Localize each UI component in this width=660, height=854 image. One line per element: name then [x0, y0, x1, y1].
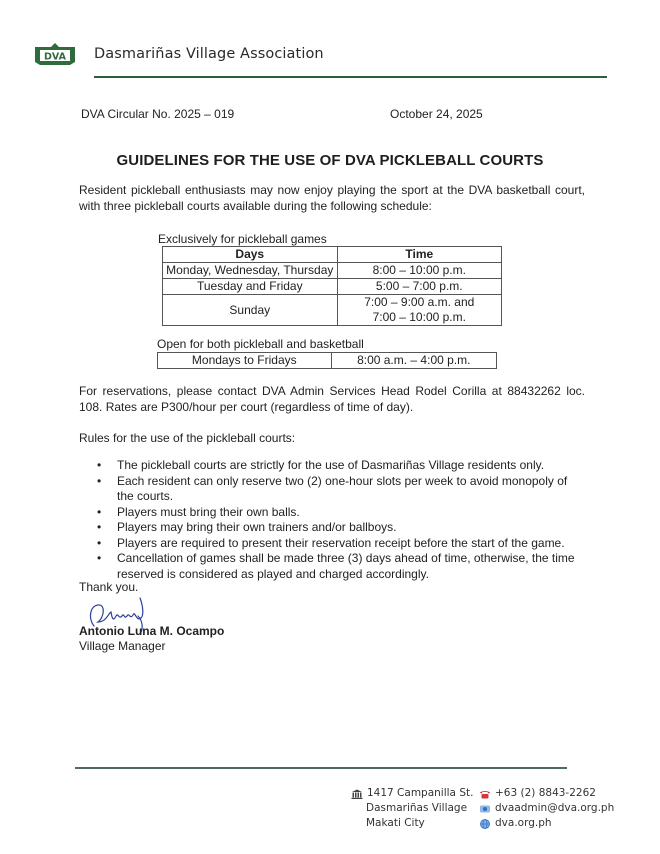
rules-intro: Rules for the use of the pickleball courts: [79, 431, 296, 445]
building-icon [351, 789, 363, 799]
row-time-line: 7:00 – 9:00 a.m. and [364, 295, 475, 309]
row-time-line: 7:00 – 10:00 p.m. [372, 310, 466, 324]
table-row [163, 279, 502, 295]
circular-number: DVA Circular No. 2025 – 019 [81, 107, 235, 121]
dva-logo [34, 42, 76, 66]
rule-text: Players are required to present their reservation receipt before the start of the game. [117, 535, 565, 550]
list-item [97, 520, 587, 536]
rule-text: Cancellation of games shall be made three (3) days ahead of time, otherwise, the time reserved is considered as played and charged accordingly. [117, 551, 575, 581]
email-icon [479, 804, 491, 814]
intro-paragraph: Resident pickleball enthusiasts may now enjoy playing the sport at the DVA basketball court, with three pickleball courts available during the following schedule: [79, 183, 585, 213]
signatory-position: Village Manager [79, 639, 166, 653]
shared-schedule-label: Open for both pickleball and basketball [157, 337, 364, 351]
rule-text: The pickleball courts are strictly for the use of Dasmariñas Village residents only. [117, 458, 545, 472]
reservations-paragraph: For reservations, please contact DVA Admin Services Head Rodel Corilla at 88432262 loc. 108. Rates are P300/hour per court (regardless of time of day). [79, 384, 585, 414]
shared-schedule-table [157, 352, 497, 369]
rule-text: Players may bring their own trainers and/or ballboys. [117, 520, 397, 534]
organization-name: Dasmariñas Village Association [94, 46, 324, 62]
row-time: 8:00 – 10:00 p.m. [337, 263, 501, 279]
list-item [97, 551, 587, 582]
header-rule [94, 76, 607, 78]
row-days: Tuesday and Friday [163, 279, 338, 295]
list-item [97, 505, 587, 521]
exclusive-schedule-label: Exclusively for pickleball games [158, 232, 327, 246]
header-days: Days [163, 247, 338, 263]
closing: Thank you. [79, 580, 139, 594]
logo-text: DVA [44, 51, 66, 63]
address-line: Dasmariñas Village [366, 802, 468, 814]
bullet-icon: • [97, 520, 102, 534]
row-time [337, 295, 501, 326]
table-row [163, 263, 502, 279]
address-line: 1417 Campanilla St. [367, 787, 474, 799]
rule-text: Each resident can only reserve two (2) one-hour slots per week to avoid monopoly of the courts. [117, 473, 568, 503]
telephone-icon [479, 789, 491, 799]
website-link[interactable]: dva.org.ph [495, 817, 552, 829]
table-header-row [163, 247, 502, 263]
phone-number: +63 (2) 8843-2262 [495, 787, 596, 799]
document-title: GUIDELINES FOR THE USE OF DVA PICKLEBALL COURTS [116, 152, 544, 169]
row-days: Mondays to Fridays [158, 353, 332, 369]
row-days: Monday, Wednesday, Thursday [163, 263, 338, 279]
row-days: Sunday [163, 295, 338, 326]
bullet-icon: • [97, 535, 102, 550]
rule-text: Players must bring their own balls. [117, 504, 300, 519]
footer-rule [75, 767, 567, 769]
bullet-icon: • [97, 473, 102, 488]
exclusive-schedule-table [162, 246, 502, 326]
row-time: 8:00 a.m. – 4:00 p.m. [331, 353, 496, 369]
table-row [158, 353, 497, 369]
signatory-name: Antonio Luna M. Ocampo [79, 624, 225, 638]
bullet-icon: • [97, 551, 102, 565]
bullet-icon: • [97, 458, 102, 472]
bullet-icon: • [97, 504, 102, 519]
header-time: Time [337, 247, 501, 263]
globe-icon [479, 819, 491, 829]
footer-address [351, 786, 473, 831]
circular-date: October 24, 2025 [390, 107, 483, 121]
row-time: 5:00 – 7:00 p.m. [337, 279, 501, 295]
email-link[interactable]: dvaadmin@dva.org.ph [495, 802, 615, 814]
rules-list [97, 458, 587, 582]
table-row [163, 295, 502, 326]
list-item [97, 536, 587, 552]
footer-contact [479, 786, 614, 831]
list-item [97, 474, 587, 505]
list-item [97, 458, 587, 474]
address-line: Makati City [366, 817, 425, 829]
